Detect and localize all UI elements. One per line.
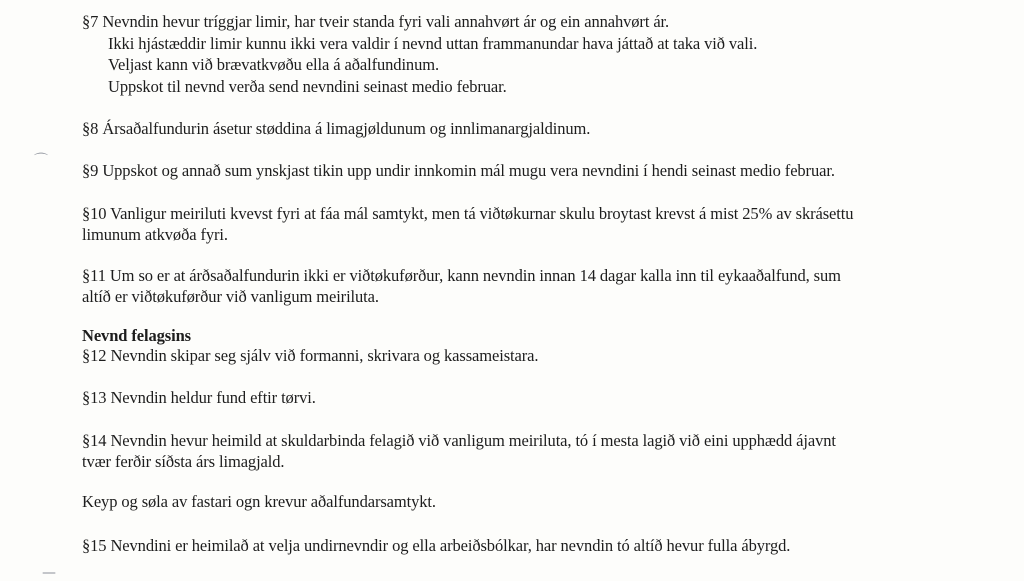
section-10-line-1: §10 Vanligur meiriluti kvevst fyri at fáa mál samtykt, men tá viðtøkurnar skulu broytast krevst á mist 25% av skrásettu [82, 204, 854, 223]
section-7-line-3: Veljast kann við brævatkvøðu ella á aðalfundinum. [108, 55, 439, 74]
section-14-line-1: §14 Nevndin hevur heimild at skuldarbinda felagið við vanligum meiriluta, tó í mesta lagið við eini upphædd ájavnt [82, 431, 836, 450]
section-15: §15 Nevndini er heimilað at velja undirnevndir og ella arbeiðsbólkar, har nevndin tó altíð hevur fulla ábyrgd. [82, 536, 791, 555]
section-7-line-2: Ikki hjástæddir limir kunnu ikki vera valdir í nevnd uttan frammanundar hava játtað at taka við vali. [108, 34, 758, 53]
scan-mark-top: ⌒ [34, 153, 48, 169]
section-14-line-2: tvær ferðir síðsta árs limagjald. [82, 452, 285, 471]
section-11-line-2: altíð er viðtøkuførður við vanligum meiriluta. [82, 287, 379, 306]
purchase-sale-rule: Keyp og søla av fastari ogn krevur aðalfundarsamtykt. [82, 492, 436, 511]
committee-heading: Nevnd felagsins [82, 326, 191, 345]
section-9: §9 Uppskot og annað sum ynskjast tikin upp undir innkomin mál mugu vera nevndini í hendi seinast medio februar. [82, 161, 835, 180]
section-7-line-1: §7 Nevndin hevur tríggjar limir, har tveir standa fyri vali annahvørt ár og ein annahvørt ár. [82, 12, 670, 31]
section-12: §12 Nevndin skipar seg sjálv við formanni, skrivara og kassameistara. [82, 346, 539, 365]
section-7-line-4: Uppskot til nevnd verða send nevndini seinast medio februar. [108, 77, 507, 96]
scan-mark-bottom: — [42, 565, 56, 581]
section-11-line-1: §11 Um so er at árðsaðalfundurin ikki er viðtøkuførður, kann nevndin innan 14 dagar kalla inn til eykaaðalfund, sum [82, 266, 841, 285]
section-10-line-2: limunum atkvøða fyri. [82, 225, 228, 244]
section-13: §13 Nevndin heldur fund eftir tørvi. [82, 388, 316, 407]
section-8: §8 Ársaðalfundurin ásetur støddina á limagjøldunum og innlimanargjaldinum. [82, 119, 591, 138]
